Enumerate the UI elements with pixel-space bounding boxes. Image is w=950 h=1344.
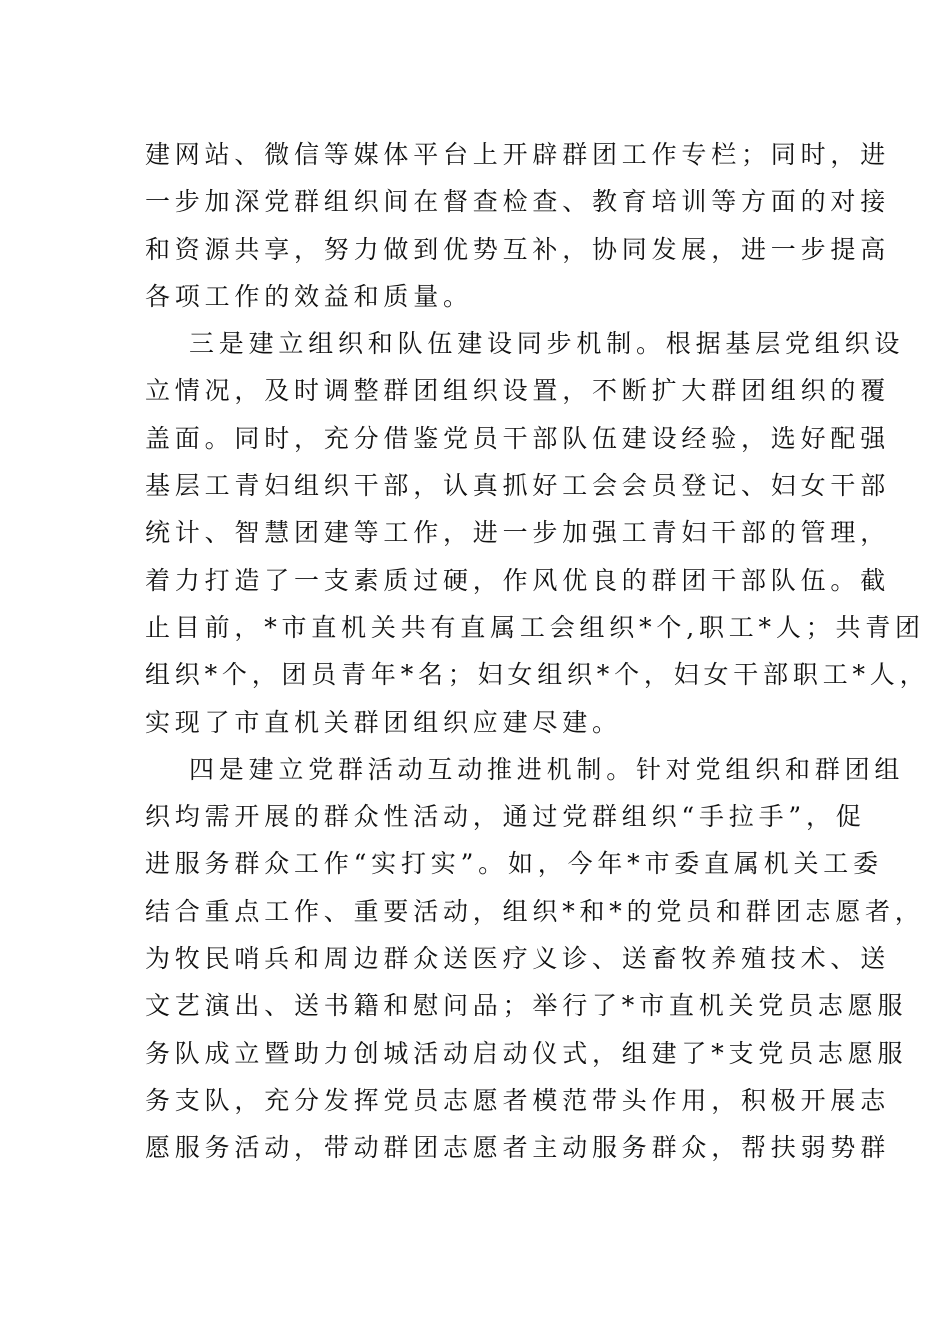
text-line: 务支队，充分发挥党员志愿者模范带头作用，积极开展志 — [145, 1085, 891, 1115]
text-line: 四是建立党群活动互动推进机制。针对党组织和群团组 — [189, 754, 905, 784]
text-line: 组织*个，团员青年*名；妇女组织*个，妇女干部职工*人， — [145, 660, 930, 690]
text-line: 建网站、微信等媒体平台上开辟群团工作专栏；同时，进 — [145, 140, 891, 169]
text-line: 三是建立组织和队伍建设同步机制。根据基层党组织设 — [189, 329, 905, 359]
text-line: 结合重点工作、重要活动，组织*和*的党员和群团志愿者， — [145, 896, 925, 926]
text-line: 盖面。同时，充分借鉴党员干部队伍建设经验，选好配强 — [145, 423, 891, 453]
text-line: 织均需开展的群众性活动，通过党群组织“手拉手”，促 — [145, 802, 866, 832]
text-line: 务队成立暨助力创城活动启动仪式，组建了*支党员志愿服 — [145, 1038, 908, 1068]
text-line: 立情况，及时调整群团组织设置，不断扩大群团组织的覆 — [145, 376, 891, 406]
text-line: 和资源共享，努力做到优势互补，协同发展，进一步提高 — [145, 234, 891, 264]
paragraph-3 — [145, 746, 925, 1172]
text-line: 进服务群众工作“实打实”。如，今年*市委直属机关工委 — [145, 849, 883, 879]
text-line: 实现了市直机关群团组织应建尽建。 — [145, 707, 622, 737]
text-line: 止目前，*市直机关共有直属工会组织*个,职工*人；共青团 — [145, 612, 925, 642]
text-line: 愿服务活动，带动群团志愿者主动服务群众，帮扶弱势群 — [145, 1133, 891, 1163]
text-line: 各项工作的效益和质量。 — [145, 281, 473, 311]
text-line: 着力打造了一支素质过硬，作风优良的群团干部队伍。截 — [145, 565, 891, 595]
paragraph-1 — [145, 131, 891, 320]
text-line: 统计、智慧团建等工作，进一步加强工青妇干部的管理， — [145, 518, 891, 548]
text-line: 基层工青妇组织干部，认真抓好工会会员登记、妇女干部 — [145, 471, 891, 501]
paragraph-2 — [145, 320, 930, 746]
text-line: 一步加深党群组织间在督查检查、教育培训等方面的对接 — [145, 187, 891, 217]
text-line: 为牧民哨兵和周边群众送医疗义诊、送畜牧养殖技术、送 — [145, 944, 891, 974]
text-line: 文艺演出、送书籍和慰问品；举行了*市直机关党员志愿服 — [145, 991, 908, 1021]
document-page — [145, 131, 930, 1172]
